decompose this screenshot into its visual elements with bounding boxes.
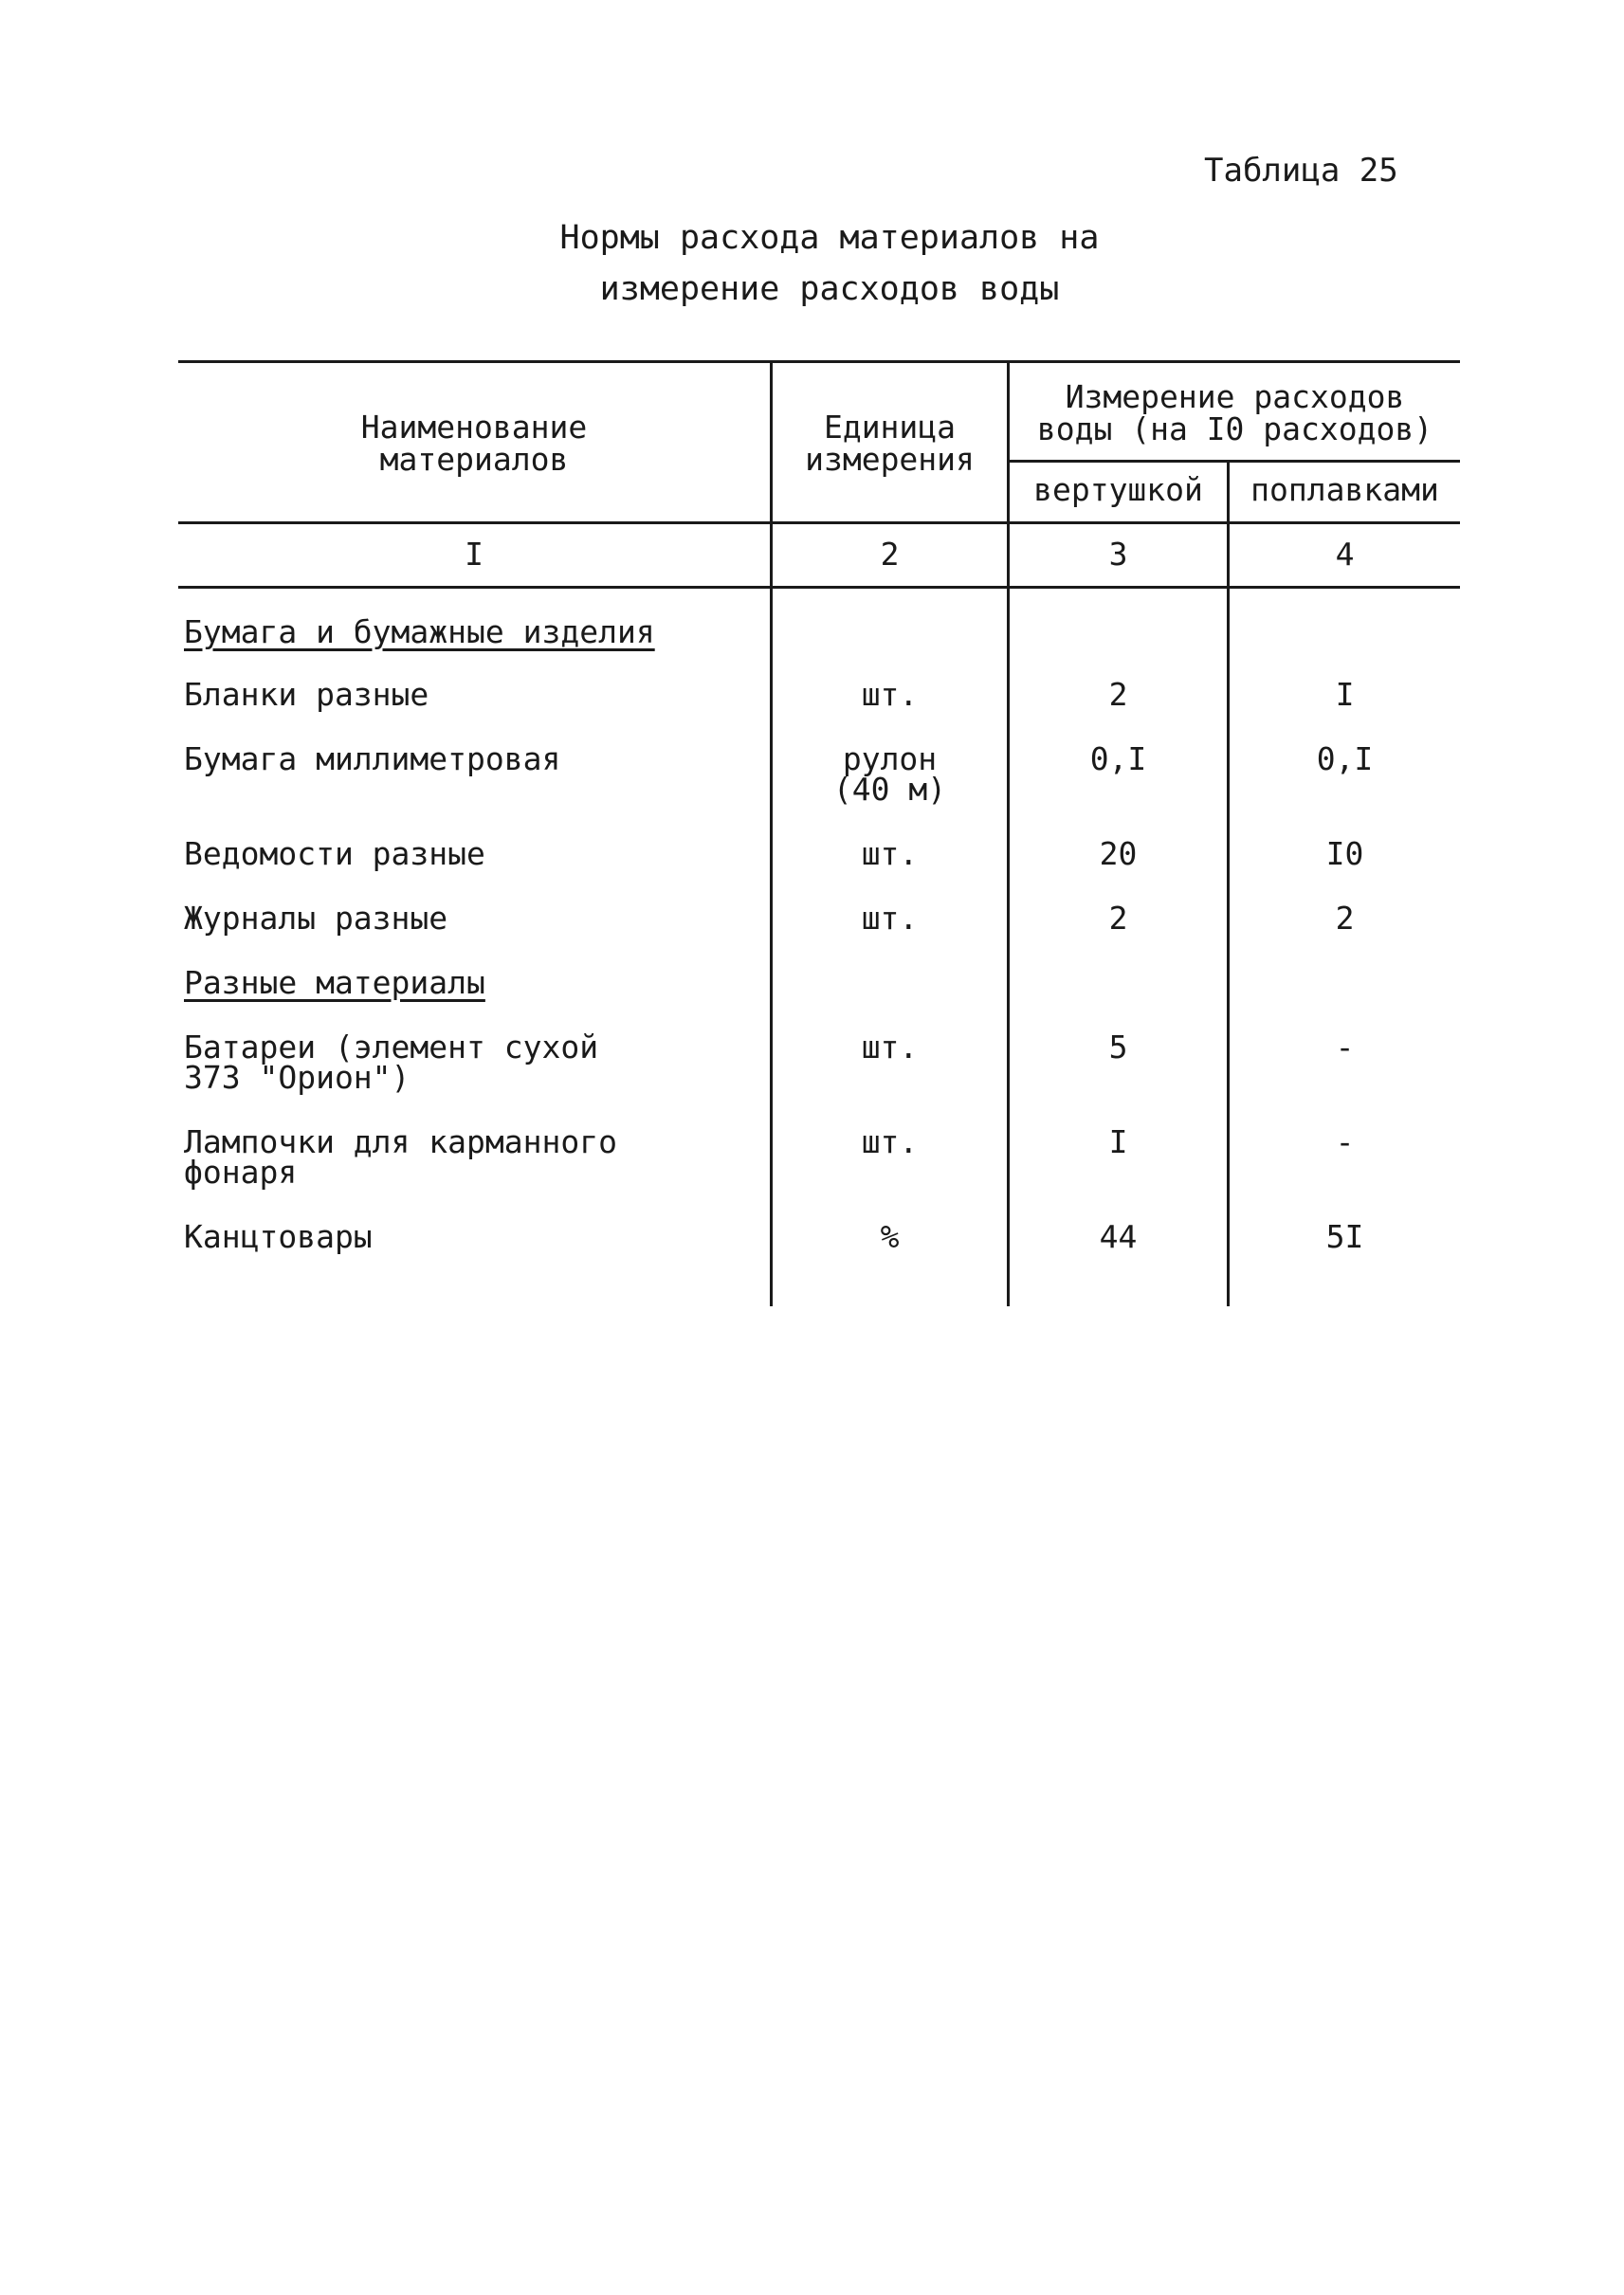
header-col3-sub: вертушкой [1033,471,1203,508]
row-name-line-2: 373 "Орион") [184,1059,411,1096]
row-unit: шт. [861,900,919,937]
row-name: Ведомости разные [184,835,485,872]
row-unit: шт. [861,676,919,713]
norms-table [178,360,1460,1308]
row-value-col4: - [1335,1123,1355,1160]
row-name: Бланки разные [184,676,429,713]
row-name: Журналы разные [184,900,448,937]
row-value-col4: - [1335,1029,1355,1066]
row-value-col4: I [1335,676,1355,713]
row-value-col3: 0,I [1089,740,1147,777]
section-title-paper: Бумага и бумажные изделия [184,613,655,650]
header-name-line-2: материалов [379,441,569,478]
row-unit: % [880,1218,900,1255]
row-value-col3: 2 [1108,676,1128,713]
subheader-rule [1009,460,1460,463]
header-name-line-1: Наименование [360,409,588,446]
row-value-col4: 0,I [1316,740,1374,777]
row-unit-line-2: (40 м) [832,771,947,808]
table-top-rule [178,360,1460,363]
table-number: Таблица 25 [1204,152,1398,190]
header-measure-line-1: Измерение расходов [1065,378,1405,415]
row-name: Бумага миллиметровая [184,740,561,777]
row-unit: шт. [861,835,919,872]
row-value-col4: 2 [1335,900,1355,937]
col-divider-3 [1227,460,1230,1306]
table-title-line-2: измерение расходов воды [599,270,1060,308]
col-divider-1 [770,360,773,1306]
row-value-col4: 5I [1325,1218,1364,1255]
row-name-line-1: Батареи (элемент сухой [184,1029,599,1066]
row-value-col3: 5 [1108,1029,1128,1066]
header-col4-sub: поплавками [1250,471,1439,508]
col-number-4: 4 [1335,536,1355,573]
col-number-2: 2 [880,536,900,573]
table-title-line-1: Нормы расхода материалов на [559,219,1100,257]
header-measure-line-2: воды (на I0 расходов) [1036,410,1433,447]
header-unit-line-2: измерения [805,441,975,478]
row-name-line-2: фонаря [184,1154,298,1191]
col-number-3: 3 [1108,536,1128,573]
row-value-col3: 2 [1108,900,1128,937]
row-unit-line-1: рулон [842,740,938,777]
section-title-misc: Разные материалы [184,964,485,1001]
row-value-col3: 20 [1099,835,1138,872]
row-name-line-1: Лампочки для карманного [184,1123,617,1160]
row-name: Канцтовары [184,1218,373,1255]
row-value-col4: I0 [1325,835,1364,872]
col-number-1: I [465,536,484,573]
col-numbers-bottom-rule [178,586,1460,589]
row-value-col3: 44 [1099,1218,1138,1255]
row-value-col3: I [1108,1123,1128,1160]
header-bottom-rule [178,521,1460,524]
header-unit-line-1: Единица [823,409,957,446]
row-unit: шт. [861,1029,919,1066]
row-unit: шт. [861,1123,919,1160]
